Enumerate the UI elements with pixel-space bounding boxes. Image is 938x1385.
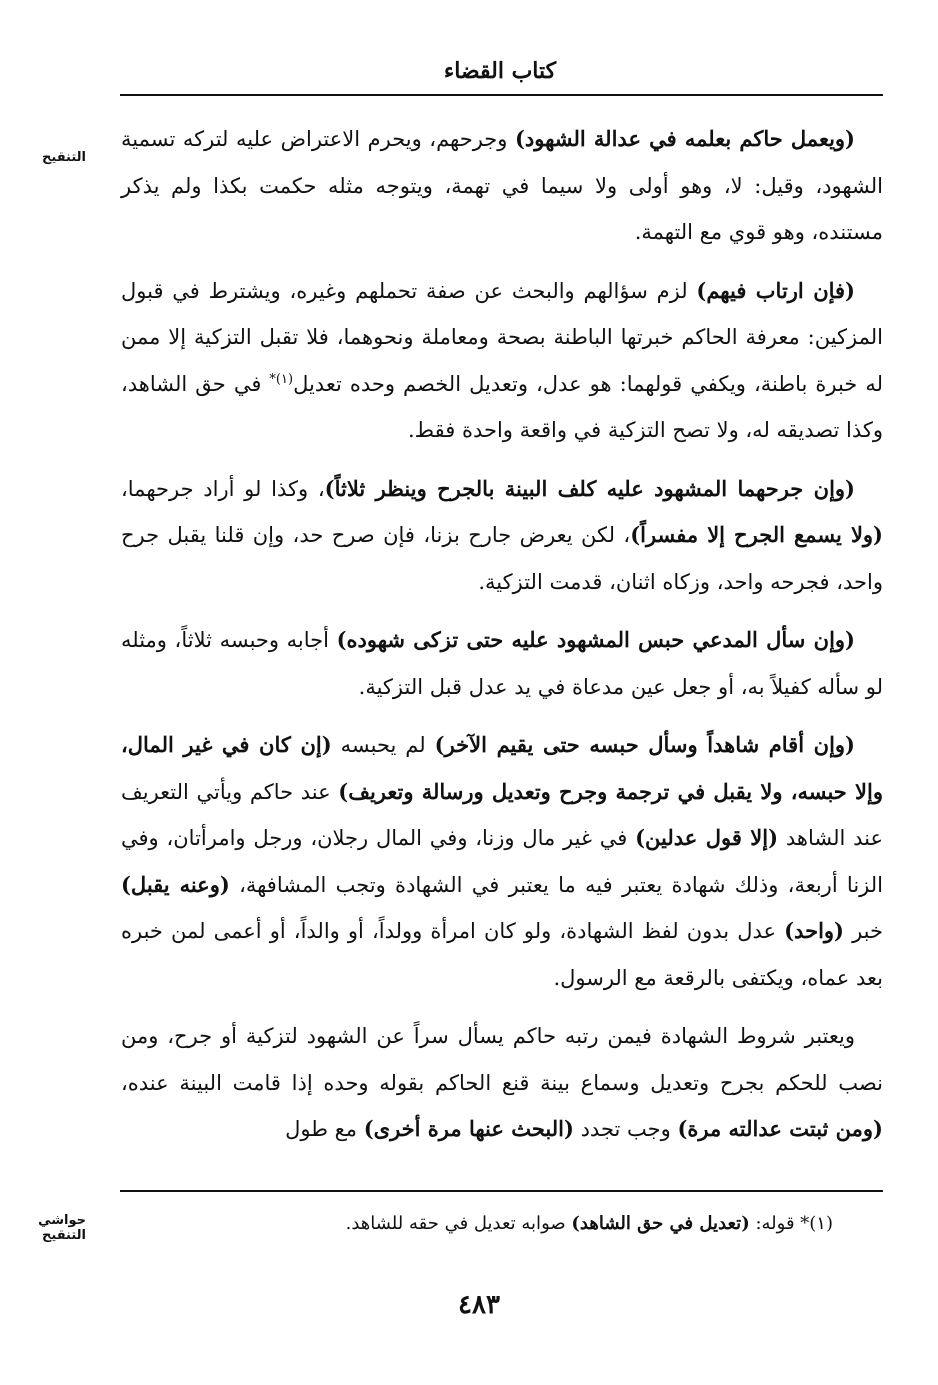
- commentary-text: صوابه تعديل في حقه للشاهد.: [345, 1213, 572, 1234]
- bold-matn-text: (ومن ثبتت عدالته مرة): [677, 1116, 883, 1141]
- commentary-text: عدل بدون لفظ الشهادة، ولو كان امرأة وولداً، أو والداً، أو أعمى لمن خبره بعد عماه، ويكتفى بالرقعة مع الرسول.: [121, 919, 883, 990]
- commentary-text: في غير مال وزنا، وفي المال رجلان، ورجل وامرأتان، وفي الزنا أربعة، وذلك شهادة يعتبر فيه ما يعتبر في الشهادة وتجب المشافهة،: [121, 826, 883, 897]
- header-rule: [120, 94, 883, 96]
- commentary-text: ويعتبر شروط الشهادة فيمن رتبه حاكم يسأل سراً عن الشهود لتزكية أو جرح، ومن نصب للحكم بجرح وتعديل وسماع بينة قنع الحاكم بقوله وحده إذا قامت البينة عنده،: [121, 1024, 883, 1095]
- bold-matn-text: (فإن ارتاب فيهم): [696, 277, 855, 303]
- commentary-text: لم يحبسه: [331, 733, 435, 757]
- bold-matn-text: (ويعمل حاكم بعلمه في عدالة الشهود): [514, 126, 855, 151]
- margin-label-main: التنقيح: [42, 150, 86, 165]
- paragraph: [121, 1013, 883, 1153]
- commentary-text: لزم سؤالهم والبحث عن صفة تحملهم وغيره، ويشترط في قبول المزكين: معرفة الحاكم خبرتها الباطنة بصحة ومعاملة ونحوهما، فلا تقبل التزكية إلا ممن له خبرة باطنة، ويكفي قولهما: هو عدل، وتعديل الخصم وحده تعديل: [121, 278, 883, 396]
- paragraph: [121, 116, 883, 256]
- commentary-text: في حق الشاهد، وكذا تصديقه له، ولا تصح التزكية في واقعة واحدة فقط.: [121, 371, 883, 442]
- bold-matn-text: (وإن سأل المدعي حبس المشهود عليه حتى تزكى شهوده): [336, 627, 855, 652]
- commentary-text: خبر: [843, 919, 883, 943]
- bold-matn-text: (إن كان في غير المال، وإلا حبسه، ولا يقبل في ترجمة وجرح وتعديل ورسالة وتعريف): [121, 732, 883, 804]
- paragraph: [121, 268, 883, 454]
- footnote-reference: (١)*: [269, 371, 294, 387]
- bold-matn-text: (البحث عنها مرة أخرى): [363, 1116, 574, 1141]
- commentary-text: وجب تجدد: [573, 1117, 678, 1141]
- commentary-text: مع طول: [285, 1117, 364, 1141]
- main-text: [121, 116, 883, 1165]
- bold-matn-text: (وإن أقام شاهداً وسأل حبسه حتى يقيم الآخر): [434, 732, 855, 757]
- commentary-text: ، وكذا لو أراد جرحهما،: [121, 476, 325, 501]
- commentary-text: (١)* قوله:: [749, 1213, 833, 1234]
- commentary-text: وجرحهم، ويحرم الاعتراض عليه لتركه تسمية الشهود، وقيل: لا، وهو أولى ولا سيما في تهمة، ويتوجه مثله حكمت بكذا ولم يذكر مستنده، وهو قوي مع التهمة.: [121, 127, 883, 244]
- bold-matn-text: (تعديل في حق الشاهد): [571, 1213, 750, 1234]
- commentary-text: أجابه وحبسه ثلاثاً، ومثله لو سأله كفيلاً به، أو جعل عين مدعاة في يد عدل قبل التزكية.: [121, 628, 883, 699]
- footnote: [121, 1208, 833, 1240]
- paragraph: [121, 466, 883, 606]
- margin-label-notes: حواشي التنقيح: [38, 1213, 86, 1243]
- page-number: ٤٨٣: [458, 1290, 500, 1320]
- running-title: كتاب القضاء: [443, 58, 557, 84]
- bold-matn-text: (وعنه يقبل): [121, 871, 230, 897]
- bold-matn-text: (ولا يسمع الجرح إلا مفسراً): [630, 522, 883, 547]
- paragraph: [121, 617, 883, 710]
- commentary-text: عند حاكم ويأتي التعريف عند الشاهد: [121, 779, 883, 850]
- commentary-text: ، لكن يعرض جارح بزنا، فإن صرح حد، وإن قلنا يقبل جرح واحد، فجرحه واحد، وزكاه اثنان، قدمت التزكية.: [121, 523, 883, 594]
- bold-matn-text: (إلا قول عدلين): [635, 825, 779, 850]
- paragraph: [121, 722, 883, 1001]
- footnote-rule: [120, 1190, 883, 1192]
- bold-matn-text: (واحد): [784, 918, 844, 943]
- bold-matn-text: (وإن جرحهما المشهود عليه كلف البينة بالجرح وينظر ثلاثاً): [324, 475, 855, 501]
